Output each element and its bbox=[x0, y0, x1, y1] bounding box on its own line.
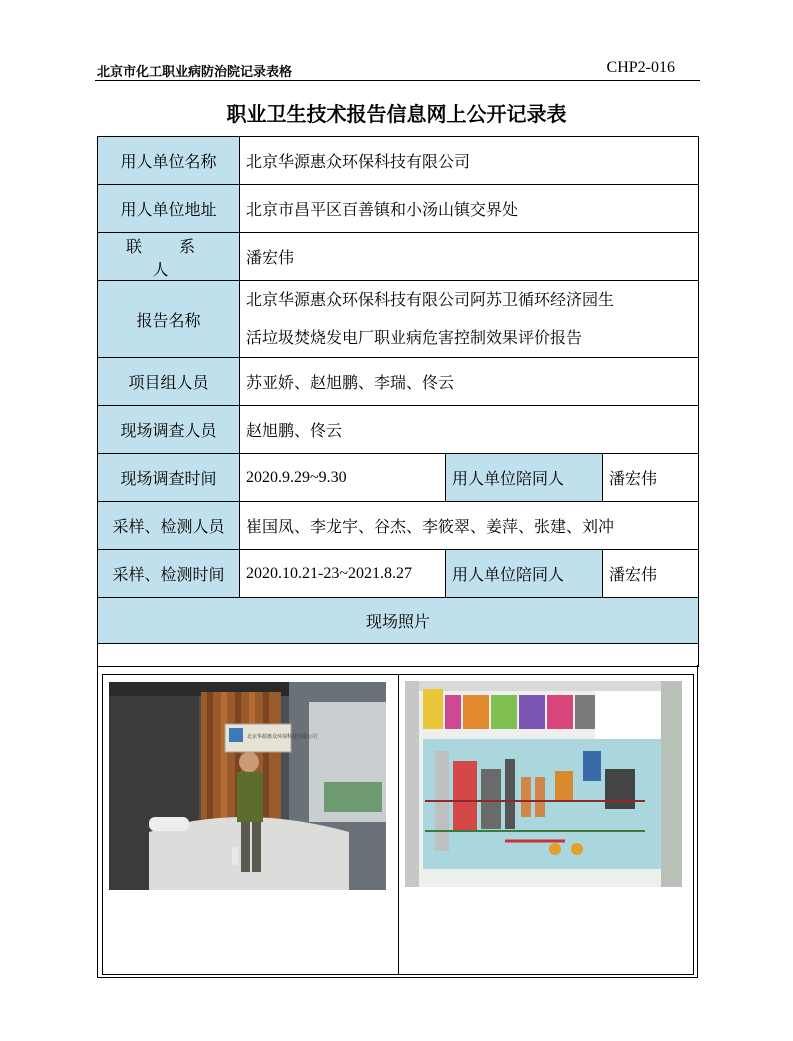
photo-heading: 现场照片 bbox=[98, 598, 699, 644]
row-photo-spacer bbox=[98, 644, 699, 667]
photo-frame bbox=[102, 674, 694, 975]
form-org-header: 北京市化工职业病防治院记录表格 bbox=[97, 65, 293, 80]
survey-time-value: 2020.9.29~9.30 bbox=[240, 454, 446, 502]
contact-value: 潘宏伟 bbox=[240, 233, 699, 281]
row-photo-heading bbox=[98, 598, 699, 644]
site-photo-process-diagram bbox=[405, 681, 682, 887]
row-unit-address bbox=[98, 185, 699, 233]
form-code: CHP2-016 bbox=[606, 59, 675, 76]
survey-time-label: 现场调查时间 bbox=[98, 454, 240, 502]
page-title: 职业卫生技术报告信息网上公开记录表 bbox=[226, 102, 567, 126]
survey-accompany-label: 用人单位陪同人 bbox=[446, 454, 603, 502]
report-name-line1: 北京华源惠众环保科技有限公司阿苏卫循环经济园生 bbox=[246, 290, 615, 309]
row-unit-name bbox=[98, 137, 699, 185]
report-name-line2: 活垃圾焚烧发电厂职业病危害控制效果评价报告 bbox=[246, 328, 583, 347]
row-survey-time bbox=[98, 454, 699, 502]
unit-address-label: 用人单位地址 bbox=[98, 185, 240, 233]
sampling-time-label: 采样、检测时间 bbox=[98, 550, 240, 598]
sampling-staff-value: 崔国凤、李龙宇、谷杰、李筱翠、姜萍、张建、刘冲 bbox=[240, 502, 699, 550]
photo-spacer bbox=[98, 644, 699, 667]
row-sampling-staff bbox=[98, 502, 699, 550]
site-photo-lobby bbox=[109, 682, 386, 890]
team-value: 苏亚娇、赵旭鹏、李瑞、佟云 bbox=[240, 358, 699, 406]
contact-label bbox=[98, 233, 240, 281]
row-sampling-time bbox=[98, 550, 699, 598]
row-team bbox=[98, 358, 699, 406]
record-table bbox=[97, 136, 699, 667]
sampling-accompany-value: 潘宏伟 bbox=[603, 550, 699, 598]
sampling-time-value: 2020.10.21-23~2021.8.27 bbox=[240, 550, 446, 598]
unit-name-value: 北京华源惠众环保科技有限公司 bbox=[240, 137, 699, 185]
unit-address-value: 北京市昌平区百善镇和小汤山镇交界处 bbox=[240, 185, 699, 233]
lobby-sign-text: 北京华源惠众环保科技有限公司 bbox=[247, 734, 318, 740]
sampling-accompany-label: 用人单位陪同人 bbox=[446, 550, 603, 598]
photo-divider bbox=[398, 675, 399, 974]
header-rule bbox=[95, 80, 700, 81]
report-name-value bbox=[240, 281, 699, 358]
survey-staff-value: 赵旭鹏、佟云 bbox=[240, 406, 699, 454]
team-label: 项目组人员 bbox=[98, 358, 240, 406]
row-report-name bbox=[98, 281, 699, 358]
sampling-staff-label: 采样、检测人员 bbox=[98, 502, 240, 550]
row-contact bbox=[98, 233, 699, 281]
unit-name-label: 用人单位名称 bbox=[98, 137, 240, 185]
survey-accompany-value: 潘宏伟 bbox=[603, 454, 699, 502]
report-name-label: 报告名称 bbox=[98, 281, 240, 358]
photo-area bbox=[97, 665, 698, 978]
survey-staff-label: 现场调查人员 bbox=[98, 406, 240, 454]
contact-label-text: 联 系 人 bbox=[125, 236, 212, 279]
row-survey-staff bbox=[98, 406, 699, 454]
